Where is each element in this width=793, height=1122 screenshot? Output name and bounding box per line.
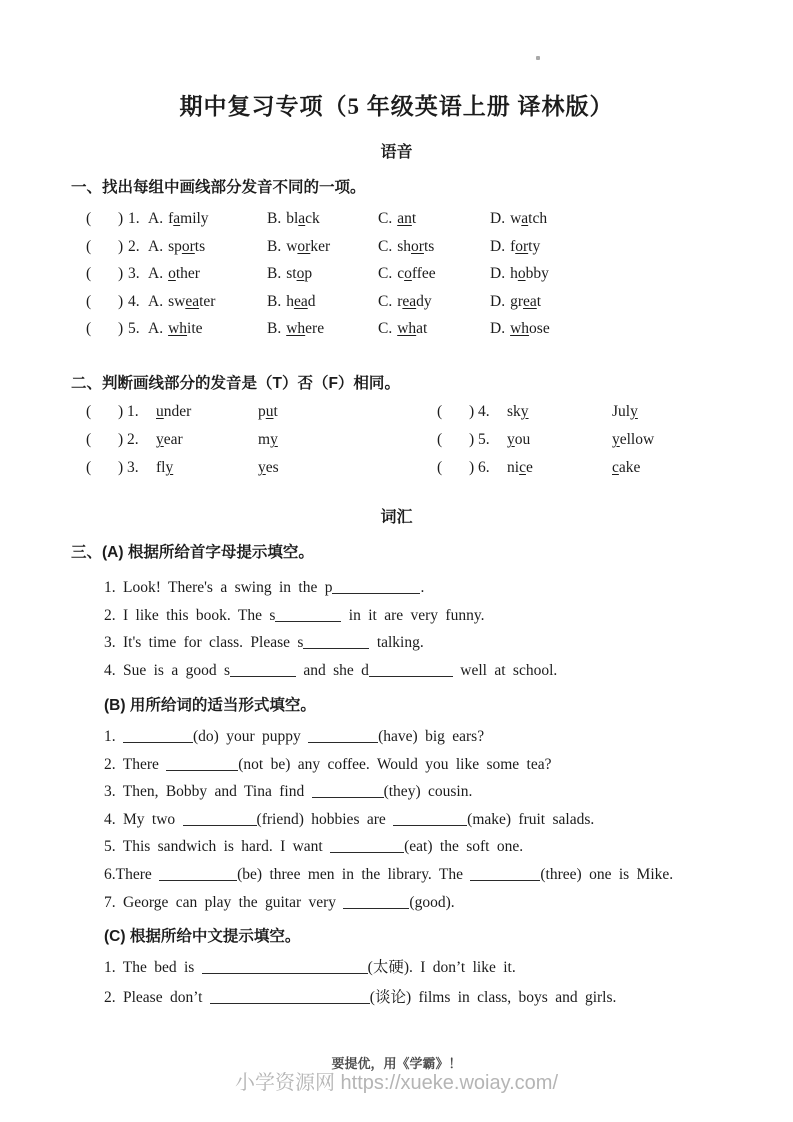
question-number: ) 5. bbox=[469, 431, 490, 448]
question-row bbox=[86, 398, 766, 426]
question-number: ) 1. bbox=[118, 210, 140, 227]
fill-blank bbox=[312, 783, 384, 798]
answer-paren: ( bbox=[86, 210, 92, 227]
fill-item: 4. Sue is a good s and she d well at school. bbox=[104, 661, 558, 679]
option-label: D. bbox=[490, 292, 506, 310]
option-label: B. bbox=[267, 265, 282, 282]
section-header-phonetics: 语音 bbox=[380, 144, 413, 161]
word-one: you bbox=[507, 431, 531, 448]
part3b-items bbox=[104, 723, 776, 916]
fill-blank bbox=[470, 866, 540, 881]
fill-blank bbox=[183, 811, 257, 826]
fill-item: 6.There (be) three men in the library. The (three) one is Mike. bbox=[104, 865, 674, 883]
option-word: stop bbox=[286, 265, 313, 282]
option-a bbox=[148, 205, 267, 233]
option-word: ant bbox=[397, 210, 417, 227]
part2-question-block bbox=[86, 398, 766, 482]
option-label: B. bbox=[267, 292, 282, 310]
word-two: yes bbox=[258, 459, 279, 476]
question-row bbox=[86, 288, 766, 316]
option-d bbox=[490, 288, 541, 316]
question-number: ) 3. bbox=[118, 265, 140, 282]
fill-item: 3. It's time for class. Please s talking. bbox=[104, 634, 424, 652]
fill-blank bbox=[202, 959, 368, 974]
word-two: yellow bbox=[612, 431, 655, 448]
answer-paren: ( bbox=[86, 292, 92, 310]
part3b-heading: (B) 用所给词的适当形式填空。 bbox=[104, 697, 316, 714]
answer-paren: ( bbox=[86, 459, 92, 476]
option-c bbox=[378, 205, 490, 233]
option-word: ready bbox=[397, 292, 432, 310]
fill-item: 1. (do) your puppy (have) big ears? bbox=[104, 728, 485, 745]
answer-paren: ( bbox=[86, 320, 92, 337]
part3a-heading: 三、(A) 根据所给首字母提示填空。 bbox=[71, 544, 314, 561]
fill-item: 3. Then, Bobby and Tina find (they) cousin. bbox=[104, 783, 473, 801]
question-number: ) 5. bbox=[118, 320, 140, 337]
answer-paren: ( bbox=[86, 431, 92, 448]
option-b bbox=[267, 288, 378, 316]
answer-paren: ( bbox=[86, 265, 92, 282]
fill-item: 1. The bed is (太硬). I don’t like it. bbox=[104, 959, 516, 976]
part3c-heading: (C) 根据所给中文提示填空。 bbox=[104, 928, 301, 945]
option-word: other bbox=[168, 265, 200, 282]
word-one: year bbox=[156, 431, 183, 448]
option-c bbox=[378, 288, 490, 316]
fill-blank bbox=[303, 634, 369, 649]
question-number: ) 2. bbox=[118, 431, 139, 448]
fill-item: 5. This sandwich is hard. I want (eat) the soft one. bbox=[104, 838, 524, 856]
scan-speck bbox=[536, 56, 540, 60]
option-word: hobby bbox=[510, 265, 549, 282]
fill-blank bbox=[393, 811, 467, 826]
fill-item: 7. George can play the guitar very (good). bbox=[104, 893, 455, 911]
answer-paren: ( bbox=[437, 431, 443, 448]
section-header-vocabulary: 词汇 bbox=[380, 509, 413, 526]
part3c-items bbox=[104, 953, 776, 1013]
option-word: family bbox=[168, 210, 209, 227]
page-title: 期中复习专项（5 年级英语上册 译林版） bbox=[179, 94, 614, 119]
question-row bbox=[86, 260, 766, 288]
option-a bbox=[148, 260, 267, 288]
word-two: July bbox=[612, 403, 638, 420]
word-one: sky bbox=[507, 403, 529, 420]
option-c bbox=[378, 233, 490, 261]
option-word: shorts bbox=[397, 237, 435, 255]
option-label: D. bbox=[490, 320, 506, 337]
question-number: ) 3. bbox=[118, 459, 139, 476]
word-two: put bbox=[258, 403, 278, 420]
word-two: cake bbox=[612, 459, 641, 476]
word-one: fly bbox=[156, 459, 174, 476]
fill-blank bbox=[230, 662, 296, 677]
fill-blank bbox=[123, 728, 193, 743]
option-a bbox=[148, 315, 267, 343]
fill-item: 4. My two (friend) hobbies are (make) fruit salads. bbox=[104, 810, 595, 828]
footer-watermark: 小学资源网 https://xueke.woiay.com/ bbox=[234, 1072, 559, 1094]
option-d bbox=[490, 205, 547, 233]
fill-blank bbox=[210, 989, 370, 1004]
fill-blank bbox=[369, 662, 453, 677]
question-row bbox=[86, 233, 766, 261]
option-b bbox=[267, 233, 378, 261]
question-row bbox=[86, 454, 766, 482]
part1-heading: 一、找出每组中画线部分发音不同的一项。 bbox=[71, 179, 366, 196]
option-label: B. bbox=[267, 210, 282, 227]
fill-item: 2. I like this book. The s in it are very funny. bbox=[104, 606, 485, 624]
fill-item: 2. There (not be) any coffee. Would you like some tea? bbox=[104, 755, 552, 773]
part2-heading: 二、判断画线部分的发音是（T）否（F）相同。 bbox=[71, 375, 400, 392]
option-d bbox=[490, 233, 540, 261]
option-label: D. bbox=[490, 237, 506, 255]
fill-blank bbox=[159, 866, 237, 881]
option-word: white bbox=[168, 320, 203, 337]
option-word: coffee bbox=[397, 265, 436, 282]
question-number: ) 1. bbox=[118, 403, 139, 420]
option-label: A. bbox=[148, 237, 164, 255]
question-number: ) 4. bbox=[118, 292, 140, 310]
answer-paren: ( bbox=[86, 237, 92, 255]
option-d bbox=[490, 260, 549, 288]
option-b bbox=[267, 315, 378, 343]
option-label: A. bbox=[148, 320, 164, 337]
question-row bbox=[86, 205, 766, 233]
option-word: worker bbox=[286, 237, 331, 255]
fill-item: 2. Please don’t (谈论) films in class, boys and girls. bbox=[104, 989, 617, 1006]
option-label: C. bbox=[378, 265, 393, 282]
fill-blank bbox=[166, 756, 238, 771]
option-word: forty bbox=[510, 237, 541, 255]
question-row bbox=[86, 426, 766, 454]
question-row bbox=[86, 315, 766, 343]
option-label: A. bbox=[148, 265, 164, 282]
option-label: C. bbox=[378, 292, 393, 310]
option-b bbox=[267, 260, 378, 288]
option-c bbox=[378, 315, 490, 343]
option-word: sports bbox=[168, 237, 206, 255]
option-a bbox=[148, 288, 267, 316]
option-label: B. bbox=[267, 320, 282, 337]
word-one: nice bbox=[507, 459, 533, 476]
option-label: B. bbox=[267, 237, 282, 255]
option-label: D. bbox=[490, 210, 506, 227]
part1-question-block bbox=[86, 205, 766, 343]
answer-paren: ( bbox=[437, 403, 443, 420]
option-word: watch bbox=[510, 210, 548, 227]
fill-blank bbox=[330, 838, 404, 853]
answer-paren: ( bbox=[86, 403, 92, 420]
fill-item: 1. Look! There's a swing in the p . bbox=[104, 579, 425, 596]
option-word: what bbox=[397, 320, 428, 337]
option-a bbox=[148, 233, 267, 261]
option-d bbox=[490, 315, 550, 343]
option-label: C. bbox=[378, 320, 393, 337]
option-c bbox=[378, 260, 490, 288]
fill-blank bbox=[343, 894, 409, 909]
option-b bbox=[267, 205, 378, 233]
word-two: my bbox=[258, 431, 278, 448]
word-one: under bbox=[156, 403, 192, 420]
option-word: black bbox=[286, 210, 320, 227]
option-label: A. bbox=[148, 210, 164, 227]
option-word: great bbox=[510, 292, 542, 310]
option-word: where bbox=[286, 320, 325, 337]
fill-blank bbox=[332, 579, 420, 594]
option-label: C. bbox=[378, 210, 393, 227]
question-number: ) 6. bbox=[469, 459, 490, 476]
option-word: head bbox=[286, 292, 316, 310]
option-label: A. bbox=[148, 292, 164, 310]
option-label: C. bbox=[378, 237, 393, 255]
option-label: D. bbox=[490, 265, 506, 282]
part3a-items bbox=[104, 574, 776, 684]
question-number: ) 4. bbox=[469, 403, 490, 420]
answer-paren: ( bbox=[437, 459, 443, 476]
question-number: ) 2. bbox=[118, 237, 140, 255]
option-word: whose bbox=[510, 320, 550, 337]
fill-blank bbox=[308, 728, 378, 743]
option-word: sweater bbox=[168, 292, 216, 310]
footer-promo: 要提优，用《学霸》！ bbox=[331, 1056, 462, 1071]
fill-blank bbox=[275, 607, 341, 622]
